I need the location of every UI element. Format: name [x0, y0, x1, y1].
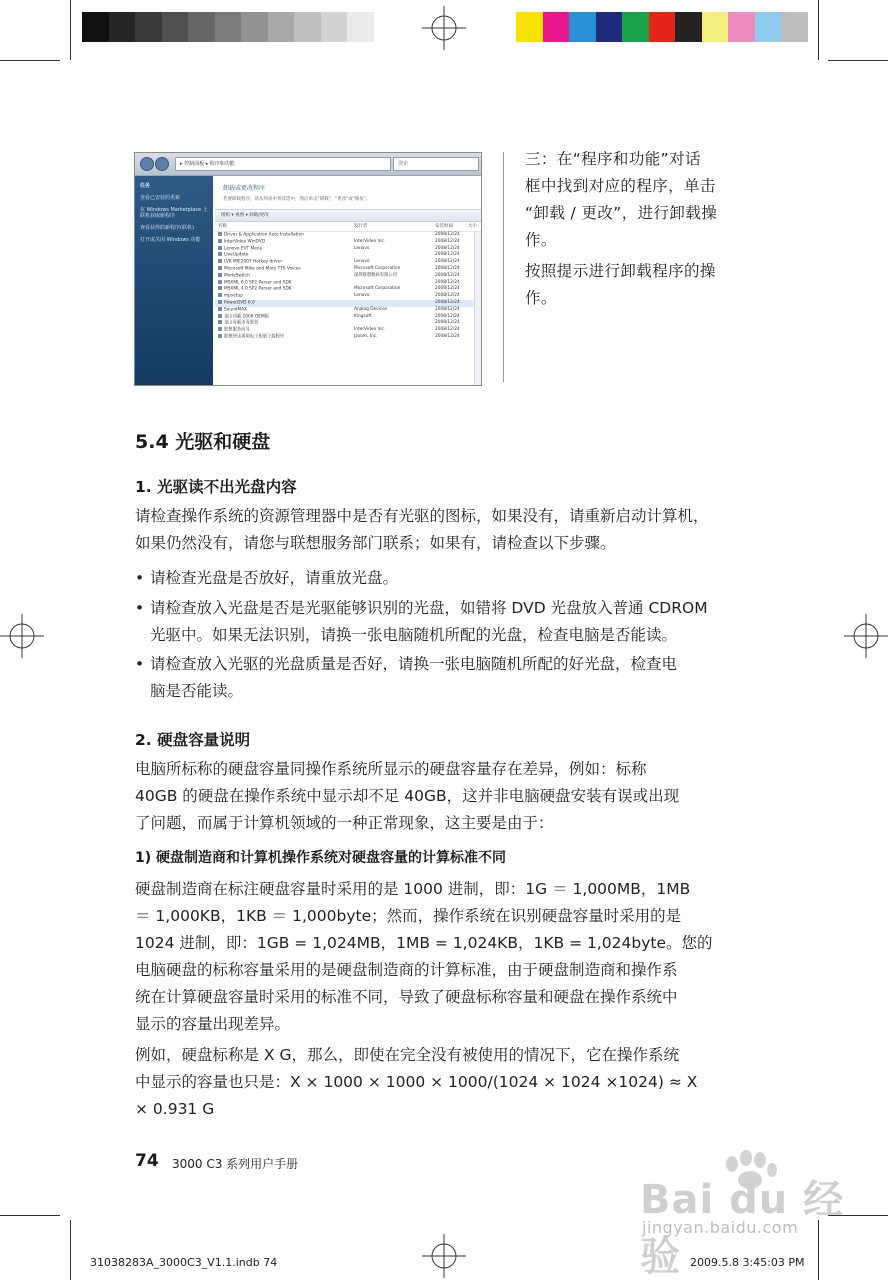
program-name: ModeSwitch [218, 273, 250, 280]
program-row [215, 273, 481, 280]
program-publisher: InterVideo Inc. [354, 327, 386, 333]
text-line: 作。 [525, 231, 557, 249]
header-size: 大小 [468, 224, 477, 229]
program-row [215, 307, 481, 314]
program-icon [218, 246, 222, 250]
sidebar-item: 打开或关闭 Windows 功能 [140, 237, 201, 243]
program-list-pane [215, 176, 481, 385]
program-date: 2008/12/24 [435, 333, 460, 339]
program-row [215, 266, 481, 273]
program-row [215, 327, 481, 334]
subsection-title-optical: 1. 光驱读不出光盘内容 [135, 478, 297, 496]
gray-swatch [347, 12, 374, 42]
program-row [215, 334, 481, 341]
program-publisher: Microsoft Corporation [354, 286, 401, 292]
program-publisher: Lenovo [354, 259, 370, 265]
crop-mark [828, 60, 888, 61]
program-date: 2008/12/24 [435, 272, 460, 278]
text-line: 显示的容量出现差异。 [135, 1015, 291, 1033]
program-name: MSXML 6.0 SP2 Parser and SDK [218, 280, 292, 287]
text-line: 脑是否能读。 [150, 682, 244, 700]
program-publisher: 深圳联想数码有限公司 [354, 272, 397, 278]
book-title: 3000 C3 系列用户手册 [172, 1157, 299, 1171]
program-name: Lenovo EVT Menu [218, 246, 262, 253]
crop-mark [70, 1220, 71, 1280]
color-swatch [675, 12, 702, 42]
pane-description: 若要卸载程序，请从列表中将其选中，然后单击"卸载"、"更改"或"修复"。 [223, 197, 371, 202]
text-line: 光驱中。如果无法识别，请换一张电脑随机所配的光盘，检查电脑是否能读。 [150, 626, 678, 644]
program-date: 2008/12/24 [435, 313, 460, 319]
gray-swatch [109, 12, 136, 42]
watermark-brand: Bai du 经验 [640, 1177, 845, 1280]
gray-swatch [215, 12, 242, 42]
program-date: 2008/12/24 [435, 245, 460, 251]
program-row [215, 239, 481, 246]
bullet-icon: • [135, 655, 145, 673]
crop-mark [70, 0, 71, 60]
bullet-icon: • [135, 569, 145, 587]
forward-icon [155, 157, 169, 171]
crop-mark [0, 1215, 60, 1216]
program-publisher: Jzoom, Inc. [354, 333, 378, 339]
gray-swatch [162, 12, 189, 42]
program-date: 2008/12/24 [435, 306, 460, 312]
text-line: 作。 [525, 289, 557, 307]
color-swatch [622, 12, 649, 42]
text-line: 请检查放入光驱的光盘质量是否好，请换一张电脑随机所配的好光盘，检查电 [150, 655, 678, 673]
text-line: “卸载 / 更改”，进行卸载操 [525, 204, 718, 222]
bullet-item [135, 565, 740, 592]
program-name: 金山词霸 2006 OEM版 [218, 314, 269, 321]
watermark-url: jingyan.baidu.com [642, 1218, 799, 1237]
program-row [215, 232, 481, 239]
sidebar-item: 查看已安装的更新 [140, 195, 181, 201]
text-line: 40GB 的硬盘在操作系统中显示却不足 40GB，这并非电脑硬盘安装有误或出现 [135, 787, 680, 805]
window-titlebar [135, 153, 481, 176]
program-icon [218, 293, 222, 297]
program-name: PowerDVD 6.0 [218, 300, 255, 307]
program-icon [218, 232, 222, 236]
text-line: 请检查放入光盘是否是光驱能够识别的光盘，如错将 DVD 光盘放入普通 CDROM [150, 599, 708, 617]
program-icon [218, 334, 222, 338]
color-swatch [569, 12, 596, 42]
text-line: 电脑硬盘的标称容量采用的是硬盘制造商的计算标准，由于硬盘制造商和操作系 [135, 961, 678, 979]
program-date: 2008/12/24 [435, 238, 460, 244]
gray-swatch [294, 12, 321, 42]
program-publisher: Analog Devices [354, 306, 388, 312]
program-rows [215, 232, 481, 341]
program-row [215, 293, 481, 300]
text-line: 框中找到对应的程序，单击 [525, 177, 716, 195]
program-icon [218, 314, 222, 318]
optical-intro-paragraph [135, 503, 740, 557]
text-line: 三：在“程序和功能”对话 [525, 150, 701, 168]
program-name: Microsoft Mike and Mary TTS Voices [218, 266, 301, 273]
example-paragraph [135, 1042, 740, 1123]
program-name: 联想快乐视频电子相册下载程序 [218, 334, 284, 341]
sidebar-item: 查看获得的新程序(联机) [140, 225, 194, 231]
program-icon [218, 239, 222, 243]
color-swatch [649, 12, 676, 42]
program-icon [218, 286, 222, 290]
instruction-step-3 [525, 146, 717, 254]
address-bar: ▸ 控制面板 ▸ 程序和功能 [175, 157, 391, 171]
program-date: 2008/12/24 [435, 279, 460, 285]
program-date: 2008/12/24 [435, 265, 460, 271]
registration-mark-icon [844, 614, 888, 658]
gray-swatch [135, 12, 162, 42]
programs-features-screenshot [134, 152, 482, 386]
crop-mark [0, 60, 60, 61]
gray-swatch [241, 12, 268, 42]
registration-mark-icon [422, 1234, 466, 1278]
text-line: 了问题，而属于计算机领域的一种正常现象，这主要是由于： [135, 814, 554, 832]
sidebar-item: 在 Windows Marketplace 上联机获取新程序 [140, 207, 208, 219]
color-swatch [702, 12, 729, 42]
search-box: 搜索 [393, 157, 479, 171]
program-publisher: InterVideo Inc. [354, 238, 386, 244]
text-line: 1024 进制，即：1GB = 1,024MB，1MB = 1,024KB，1KB = 1,024byte。您的 [135, 934, 713, 952]
crop-mark [818, 0, 819, 60]
program-date: 2008/12/24 [435, 320, 460, 326]
color-swatch [728, 12, 755, 42]
text-line: 例如，硬盘标称是 X G，那么，即使在完全没有被使用的情况下，它在操作系统 [135, 1046, 679, 1064]
list-header [215, 222, 481, 232]
grayscale-bars [82, 12, 374, 42]
program-icon [218, 307, 222, 311]
registration-mark-icon [0, 614, 44, 658]
text-line: ＝ 1,000KB，1KB ＝ 1,000byte；然而，操作系统在识别硬盘容量时采用的是 [135, 907, 682, 925]
program-name: Driver & Application Auto Installation [218, 232, 304, 239]
program-name: 金山毒霸杀毒套装 [218, 320, 258, 327]
color-swatch [516, 12, 543, 42]
text-line: 硬盘制造商在标注硬盘容量时采用的是 1000 进制，即：1G ＝ 1,000MB，1MB [135, 880, 691, 898]
bullet-item [135, 595, 740, 649]
program-name: 联想服务向导 [218, 327, 250, 334]
subsection-title-hdd: 2. 硬盘容量说明 [135, 731, 251, 749]
text-line: 电脑所标称的硬盘容量同操作系统所显示的硬盘容量存在差异，例如：标称 [135, 760, 647, 778]
program-row [215, 259, 481, 266]
bullet-item [135, 651, 740, 705]
text-line: 中显示的容量也只是：X × 1000 × 1000 × 1000/(1024 × 1024 ×1024) ≈ X [135, 1073, 698, 1091]
text-line: 请检查光盘是否放好，请重放光盘。 [150, 569, 399, 587]
hdd-intro-paragraph [135, 756, 740, 837]
program-name: mpsetup [218, 293, 243, 300]
program-icon [218, 266, 222, 270]
back-icon [140, 157, 154, 171]
gray-swatch [82, 12, 109, 42]
gray-swatch [188, 12, 215, 42]
program-row [215, 300, 481, 307]
program-icon [218, 280, 222, 284]
sidebar-heading: 任务 [140, 183, 151, 189]
program-icon [218, 327, 222, 331]
program-date: 2008/12/24 [435, 327, 460, 333]
color-swatch [781, 12, 808, 42]
program-publisher: Lenovo [354, 245, 370, 251]
page-number: 74 [135, 1151, 159, 1171]
program-icon [218, 300, 222, 304]
program-date: 2008/12/24 [435, 293, 460, 299]
program-date: 2008/12/24 [435, 252, 460, 258]
program-icon [218, 259, 222, 263]
instruction-followup [525, 258, 716, 312]
print-slug-file: 31038283A_3000C3_V1.1.indb 74 [90, 1256, 278, 1269]
scrollbar [474, 232, 481, 385]
section-title: 5.4 光驱和硬盘 [135, 431, 271, 453]
color-swatch [755, 12, 782, 42]
program-name: LiveUpdate [218, 252, 248, 259]
pane-title: 卸载或更改程序 [223, 185, 266, 192]
text-line: 如果仍然没有，请您与联想服务部门联系；如果有，请检查以下步骤。 [135, 534, 616, 552]
gray-swatch [268, 12, 295, 42]
program-date: 2008/12/24 [435, 299, 460, 305]
point-1-title: 1) 硬盘制造商和计算机操作系统对硬盘容量的计算标准不同 [135, 850, 507, 866]
bullet-icon: • [135, 599, 145, 617]
color-swatch [543, 12, 570, 42]
gray-swatch [321, 12, 348, 42]
program-name: InterVideo WinDVD [218, 239, 265, 246]
program-icon [218, 320, 222, 324]
program-name: MSXML 4.0 SP2 Parser and SDK [218, 286, 292, 293]
header-date: 安装时间 [435, 224, 453, 229]
program-icon [218, 273, 222, 277]
text-line: × 0.931 G [135, 1100, 215, 1118]
print-slug-date: 2009.5.8 3:45:03 PM [690, 1256, 805, 1269]
text-line: 请检查操作系统的资源管理器中是否有光驱的图标，如果没有，请重新启动计算机， [135, 507, 709, 525]
color-bars [516, 12, 808, 42]
text-line: 统在计算硬盘容量时采用的标准不同，导致了硬盘标称容量和硬盘在操作系统中 [135, 988, 678, 1006]
header-publisher: 发行者 [354, 224, 368, 229]
program-publisher: Microsoft Corporation [354, 265, 401, 271]
point-1-paragraph [135, 876, 740, 1038]
program-publisher: Kingsoft [354, 313, 372, 319]
pane-toolbar: 组织 ▾ 视图 ▾ 卸载/更改 [215, 209, 481, 222]
task-sidebar [135, 176, 213, 385]
program-publisher: Lenovo [354, 293, 370, 299]
column-divider [503, 152, 504, 382]
text-line: 按照提示进行卸载程序的操 [525, 262, 716, 280]
program-date: 2008/12/24 [435, 232, 460, 237]
header-name: 名称 [218, 224, 227, 229]
program-date: 2008/12/24 [435, 259, 460, 265]
program-date: 2008/12/24 [435, 286, 460, 292]
registration-mark-icon [422, 6, 466, 50]
program-name: SoundMAX [218, 307, 247, 314]
color-swatch [596, 12, 623, 42]
program-name: LVK IME2007 Hotkey driver [218, 259, 282, 266]
program-icon [218, 252, 222, 256]
